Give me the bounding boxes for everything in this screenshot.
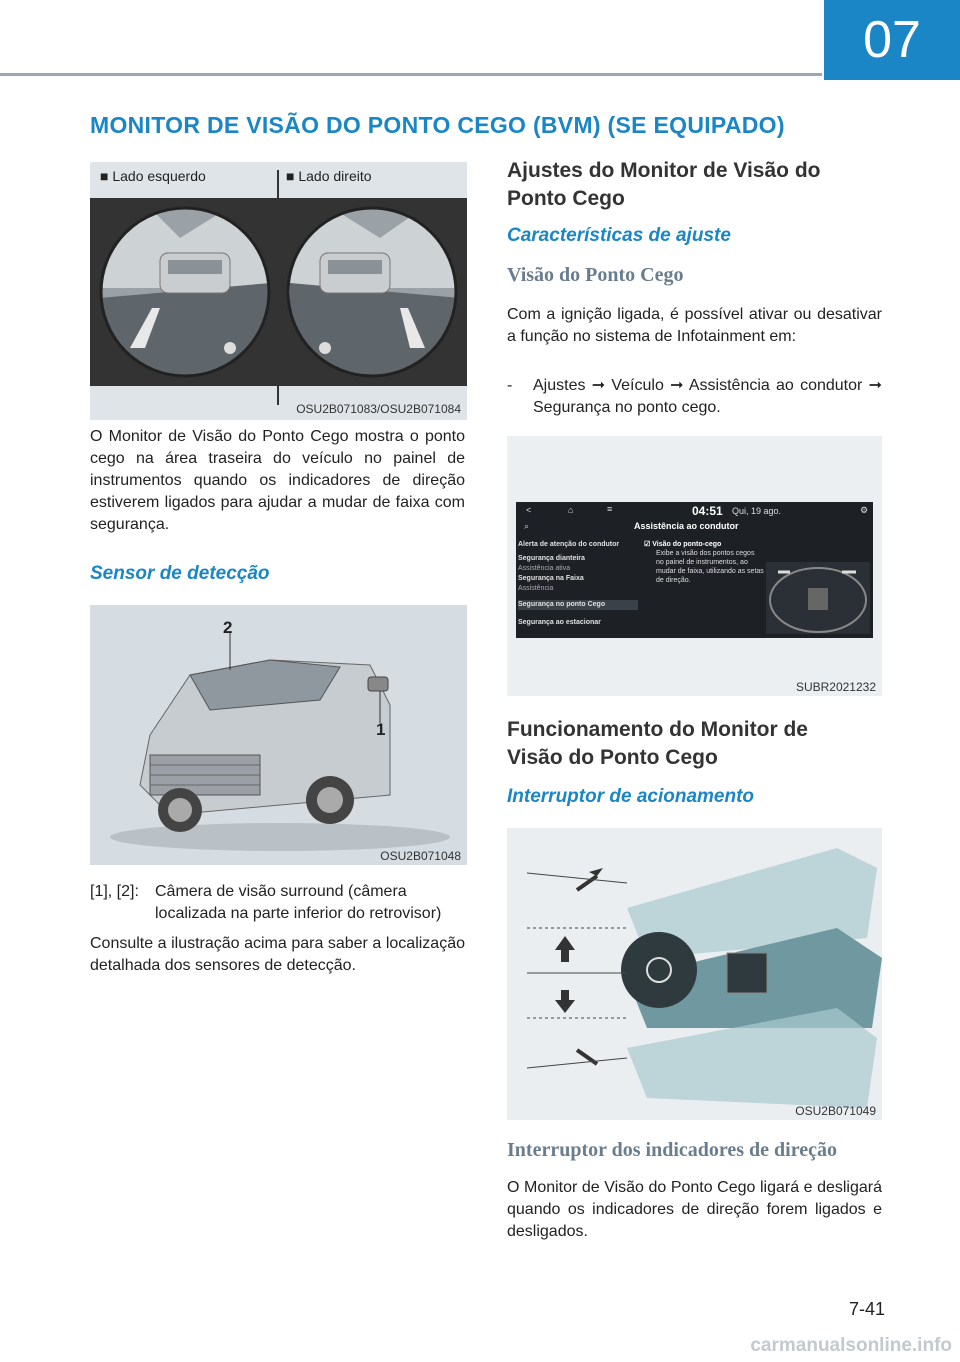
- option-description: Exibe a visão dos pontos cegos no painel de instrumentos, ao mudar de faixa, utilizando as setas de direção.: [656, 550, 764, 584]
- stalk-illustration: [507, 828, 882, 1120]
- car-illustration: [90, 605, 467, 865]
- menu-icon[interactable]: ≡: [607, 504, 613, 514]
- screen-option: [644, 540, 764, 585]
- screen-status-bar: [522, 504, 867, 518]
- menu-item[interactable]: Alerta de atenção do condutor: [518, 541, 620, 548]
- header-rule: [0, 73, 822, 76]
- menu-item[interactable]: Segurança ao estacionar: [518, 619, 601, 626]
- watermark: carmanualsonline.info: [750, 1335, 952, 1356]
- screen-date: Qui, 19 ago.: [732, 506, 782, 516]
- turn-signal-heading: Interruptor dos indicadores de direção: [507, 1139, 838, 1161]
- label-left-side: ■ Lado esquerdo: [100, 168, 206, 184]
- section-heading-operation: Funcionamento do Monitor de Visão do Ponto Cego: [507, 718, 808, 769]
- figure-code: OSU2B071049: [795, 1104, 876, 1118]
- menu-item[interactable]: Assistência ativa: [518, 565, 571, 572]
- figure-code: SUBR2021232: [795, 680, 876, 694]
- menu-item[interactable]: Segurança na Faixa: [518, 575, 584, 582]
- camera-views-illustration: [90, 198, 467, 386]
- ignition-paragraph: Com a ignição ligada, é possível ativar ou desativar a função no sistema de Infotainment em:: [507, 306, 882, 345]
- menu-item-selected[interactable]: Segurança no ponto Cego: [518, 600, 638, 610]
- callout-2: 2: [223, 618, 233, 637]
- consult-paragraph: Consulte a ilustração acima para saber a localização detalhada dos sensores de detecção.: [90, 935, 465, 974]
- intro-paragraph: O Monitor de Visão do Ponto Cego mostra o ponto cego na área traseira do veículo no painel de instrumentos quando os indicadores de direção estiverem ligados para ajudar a mudar de faixa com segurança.: [90, 428, 465, 533]
- sensor-heading: Sensor de detecção: [90, 563, 270, 584]
- back-icon[interactable]: <: [526, 505, 532, 515]
- settings-path: Ajustes ➞ Veículo ➞ Assistência ao condutor ➞ Segurança no ponto cego.: [533, 377, 882, 416]
- figure-turn-signal-switch: [507, 828, 882, 1120]
- figure-sensor-location: [90, 605, 467, 865]
- section-heading-adjust: Ajustes do Monitor de Visão do Ponto Cego: [507, 159, 821, 210]
- menu-item[interactable]: Segurança dianteira: [518, 555, 585, 562]
- figure-code: OSU2B071083/OSU2B071084: [296, 402, 461, 416]
- figure-infotainment: [507, 436, 882, 696]
- screen-time: 04:51: [692, 504, 723, 518]
- home-icon[interactable]: ⌂: [568, 505, 574, 515]
- label-right-side: ■ Lado direito: [286, 168, 372, 184]
- gear-icon[interactable]: ⚙: [860, 505, 869, 515]
- search-icon[interactable]: ⌕: [524, 521, 530, 531]
- activation-switch-heading: Interruptor de acionamento: [507, 786, 755, 807]
- path-dash: -: [507, 377, 513, 394]
- page-title: MONITOR DE VISÃO DO PONTO CEGO (BVM) (SE EQUIPADO): [90, 112, 785, 138]
- callout-1: 1: [376, 720, 386, 739]
- legend-text: Câmera de visão surround (câmera localizada na parte inferior do retrovisor): [155, 883, 442, 922]
- menu-item[interactable]: Assistência: [518, 585, 554, 592]
- option-checkbox-label[interactable]: ☑ Visão do ponto-cego: [644, 541, 722, 548]
- chapter-number: 07: [824, 0, 960, 80]
- infotainment-screen: [516, 502, 873, 638]
- legend-key: [1], [2]:: [90, 883, 139, 900]
- turn-signal-paragraph: O Monitor de Visão do Ponto Cego ligará e desligará quando os indicadores de direção forem ligados e desligados.: [507, 1179, 882, 1240]
- cluster-preview: [766, 562, 870, 634]
- screen-menu-list: [518, 540, 638, 628]
- page-number: 7-41: [848, 1299, 885, 1319]
- adjust-features-heading: Características de ajuste: [507, 225, 731, 246]
- figure-blind-spot-views: [90, 162, 467, 420]
- figure-code: OSU2B071048: [380, 849, 461, 863]
- screen-title: Assistência ao condutor: [634, 521, 739, 531]
- blind-spot-view-heading: Visão do Ponto Cego: [507, 264, 684, 286]
